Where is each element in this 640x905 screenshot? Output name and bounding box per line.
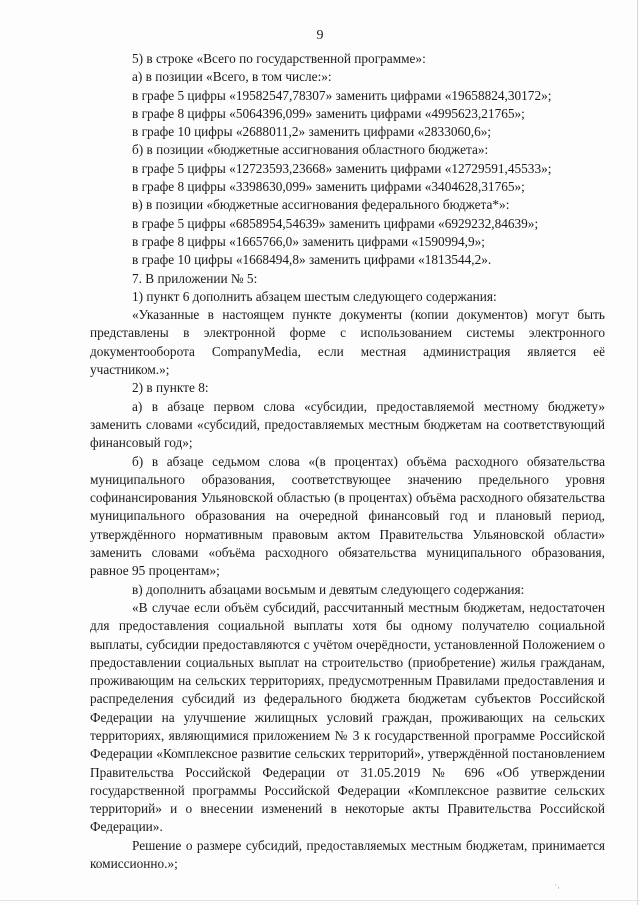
paragraph-15: «Указанные в настоящем пункте документы (копии документов) могут быть представлены в электронной форме с использованием системы электронного документооборота CompanyMedia, если местная администрация является её участником.»; [90, 307, 605, 378]
paragraph-21: Решение о размере субсидий, предоставляемых местным бюджетам, принимается комиссионно.»; [90, 837, 605, 872]
paragraph-13: 7. В приложении № 5: [132, 270, 258, 286]
paragraph-12: в графе 10 цифры «1668494,8» заменить цифрами «1813544,2». [132, 252, 492, 268]
paragraph-6: б) в позиции «бюджетные ассигнования областного бюджета»: [132, 142, 489, 158]
paragraph-5: в графе 10 цифры «2688011,2» заменить цифрами «2833060,6»; [132, 124, 492, 140]
page-edge-shadow [637, 0, 638, 905]
paragraph-20: «В случае если объём субсидий, рассчитанный местным бюджетам, недостаточен для предоставления социальной выплаты хотя бы одному получателю социальной выплаты, субсидии предоставляются с учётом очерёдности, установленной Положением о предоставлении социальных выплат на строительство (приобретение) жилья гражданам, проживающим на сельских территориях, предусмотренным Правилами предоставления и распределения субсидий из федерального бюджета бюджетам субъектов Российской Федерации на улучшение жилищных условий граждан, проживающих на сельских территориях, являющимися приложением № 3 к государственной программе Российской Федерации «Комплексное развитие сельских территорий», утверждённой постановлением Правительства Российской Федерации от 31.05.2019 № 696 «Об утверждении государственной программы Российской Федерации «Комплексное развитие сельских территорий» и о внесении изменений в некоторые акты Правительства Российской Федерации». [90, 599, 605, 835]
paragraph-11: в графе 8 цифры «1665766,0» заменить цифрами «1590994,9»; [132, 233, 485, 249]
paragraph-10: в графе 5 цифры «6858954,54639» заменить цифрами «6929232,84639»; [132, 215, 539, 231]
paragraph-17: а) в абзаце первом слова «субсидии, предоставляемой местному бюджету» заменить словами «субсидий, предоставляемых местным бюджетам на соответствующий финансовый год»; [90, 398, 605, 451]
paragraph-7: в графе 5 цифры «12723593,23668» заменить цифрами «12729591,45533»; [132, 160, 552, 176]
paragraph-2: а) в позиции «Всего, в том числе:»: [132, 69, 332, 85]
paragraph-14: 1) пункт 6 дополнить абзацем шестым следующего содержания: [132, 288, 497, 304]
paragraph-19: в) дополнить абзацами восьмым и девятым следующего содержания: [132, 581, 525, 597]
scan-artifact-mark: ·, [554, 881, 560, 891]
paragraph-3: в графе 5 цифры «19582547,78307» заменить цифрами «19658824,30172»; [132, 87, 552, 103]
paragraph-9: в) в позиции «бюджетные ассигнования федерального бюджета*»: [132, 197, 510, 213]
document-body [90, 50, 605, 873]
paragraph-18: б) в абзаце седьмом слова «(в процентах) объёма расходного обязательства муниципального образования, соответствующее значению предельного уровня софинансирования Ульяновской областью (в процентах) объёма расходного обязательства муниципального образования на очередной финансовый год и плановый период, утверждённого нормативным правовым актом Правительства Ульяновской области» заменить словами «объёма расходного обязательства муниципального образования, равное 95 процентам»; [90, 453, 605, 579]
paragraph-4: в графе 8 цифры «5064396,099» заменить цифрами «4995623,21765»; [132, 105, 525, 121]
paragraph-16: 2) в пункте 8: [132, 380, 209, 396]
paragraph-8: в графе 8 цифры «3398630,099» заменить цифрами «3404628,31765»; [132, 179, 525, 195]
page-bottom-edge [0, 900, 640, 901]
page-number: 9 [316, 28, 324, 43]
paragraph-1: 5) в строке «Всего по государственной программе»: [132, 51, 426, 66]
